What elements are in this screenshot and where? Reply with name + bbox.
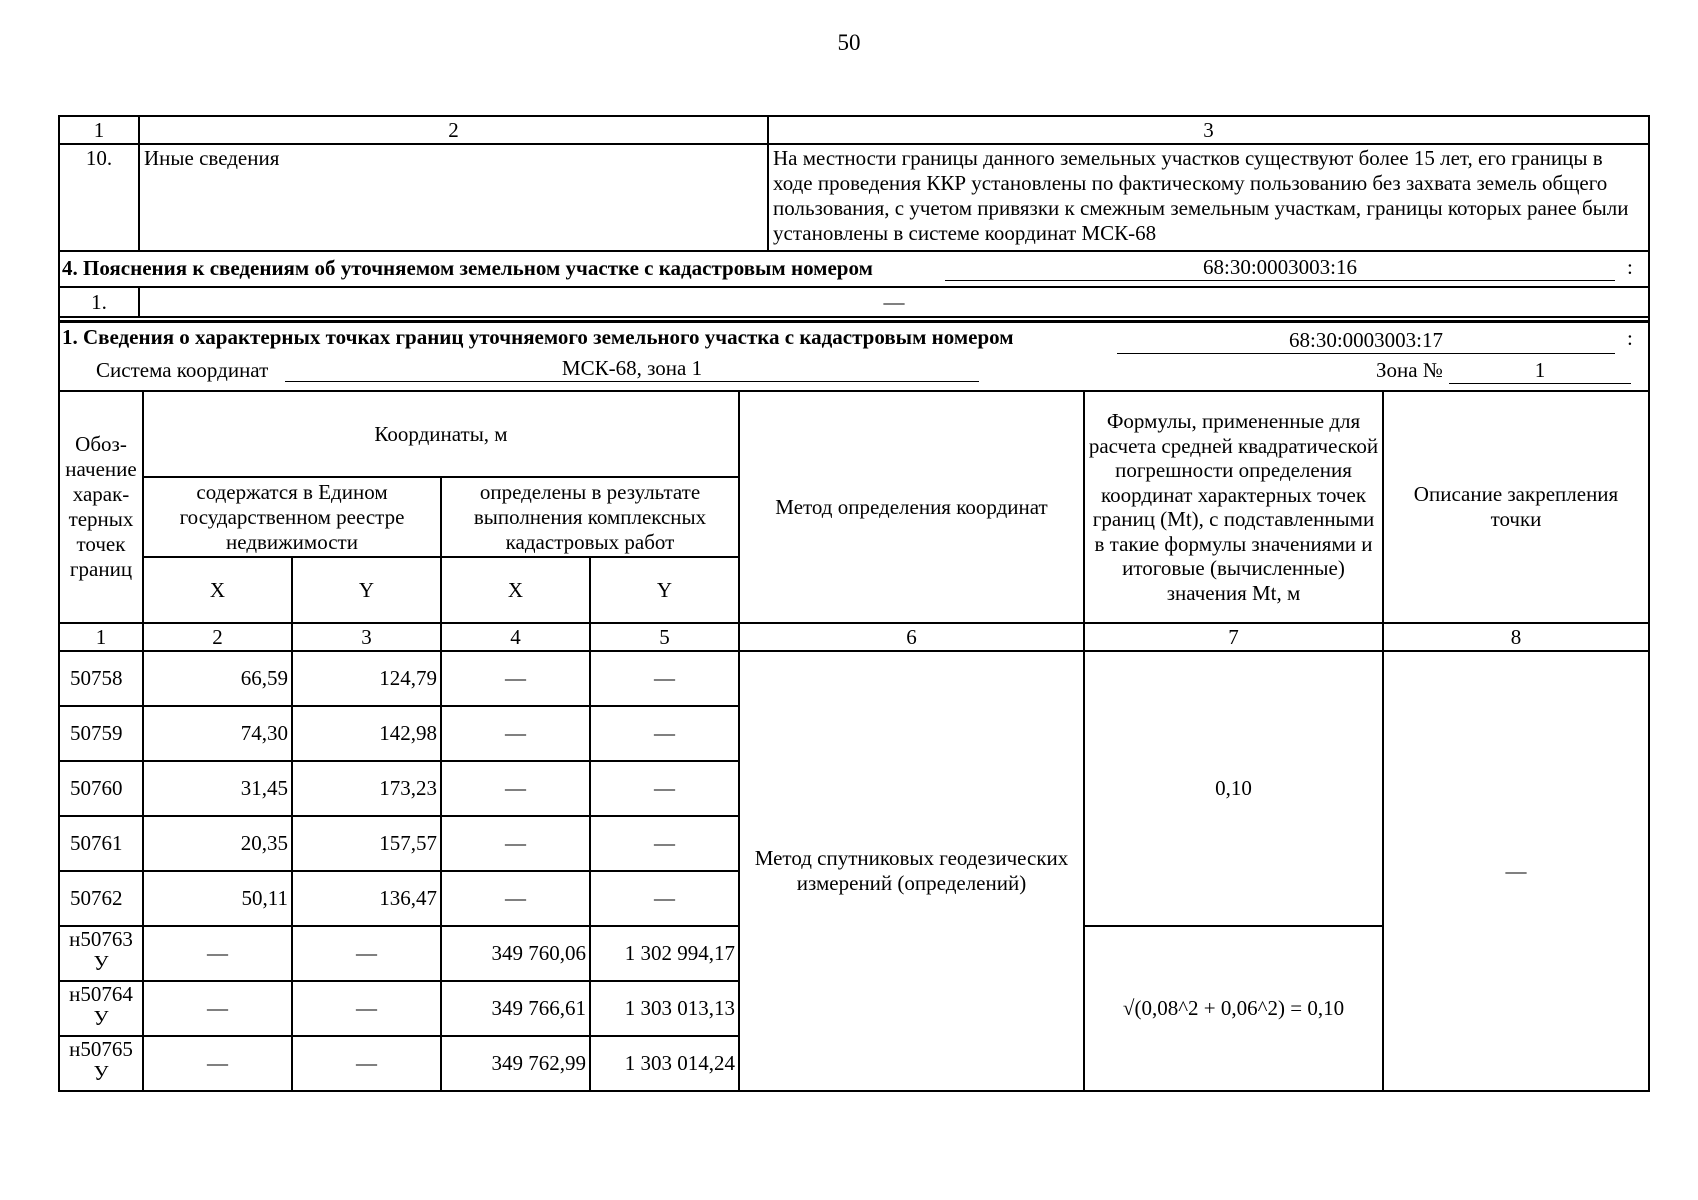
row-value: На местности границы данного земельных участков существуют более 15 лет, его границы в ходе проведения ККР установлены по фактическому пользованию без захвата земель общего пользования, с учетом привязки к смежным земельным участкам, границы которых ранее были установлены в системе координат МСК-68 [768, 144, 1649, 251]
x2-value: — [441, 651, 590, 706]
x1-value: — [143, 1036, 292, 1091]
y1-value: 142,98 [292, 706, 441, 761]
column-number: 3 [292, 623, 441, 651]
point-name: 50758 [59, 651, 143, 706]
x2-value: — [441, 761, 590, 816]
info-table [58, 115, 1650, 323]
y1-value: 136,47 [292, 871, 441, 926]
point-name: 50761 [59, 816, 143, 871]
y2-header: Y [590, 557, 739, 623]
method-value: Метод спутниковых геодезических измерений (определений) [739, 651, 1084, 1091]
point-name-text: н50763 У [69, 927, 133, 975]
point-name-text: н50765 У [69, 1037, 133, 1085]
x1-value: 74,30 [143, 706, 292, 761]
mt-value-group-2: √(0,08^2 + 0,06^2) = 0,10 [1084, 926, 1383, 1091]
coord-system-value: МСК-68, зона 1 [285, 356, 979, 382]
header-col-2: 2 [139, 116, 768, 144]
section-4-cadastral-number: 68:30:0003003:16 [945, 255, 1615, 281]
table-row [59, 651, 1649, 706]
fixing-value: — [1383, 651, 1649, 1091]
x1-value: — [143, 981, 292, 1036]
point-name: 50760 [59, 761, 143, 816]
coord-system-label: Система координат [96, 358, 269, 382]
y2-value: 1 303 014,24 [590, 1036, 739, 1091]
section-1-row [59, 321, 1649, 391]
point-name [59, 981, 143, 1036]
method-header: Метод определения координат [739, 391, 1084, 623]
point-name-text: н50764 У [69, 982, 133, 1030]
mt-value-group-1: 0,10 [1084, 651, 1383, 926]
x2-value: 349 762,99 [441, 1036, 590, 1091]
column-number: 6 [739, 623, 1084, 651]
x2-value: — [441, 816, 590, 871]
y1-value: — [292, 926, 441, 981]
column-number: 4 [441, 623, 590, 651]
point-name: 50762 [59, 871, 143, 926]
y2-value: — [590, 706, 739, 761]
designation-header-text: Обоз- начение харак- терных точек границ [65, 432, 137, 581]
info-table-header [59, 116, 1649, 144]
row-index: 1. [59, 287, 139, 317]
y1-value: 173,23 [292, 761, 441, 816]
y1-value: — [292, 1036, 441, 1091]
y1-header: Y [292, 557, 441, 623]
determined-header: определены в результате выполнения комплексных кадастровых работ [441, 477, 739, 557]
column-numbers-row [59, 623, 1649, 651]
x2-value: 349 760,06 [441, 926, 590, 981]
column-number: 8 [1383, 623, 1649, 651]
x2-value: — [441, 706, 590, 761]
column-number: 2 [143, 623, 292, 651]
y1-value: 124,79 [292, 651, 441, 706]
x2-value: 349 766,61 [441, 981, 590, 1036]
y2-value: — [590, 871, 739, 926]
row-value: — [139, 287, 1649, 317]
x1-header: X [143, 557, 292, 623]
designation-header [59, 391, 143, 623]
column-number: 5 [590, 623, 739, 651]
column-number: 7 [1084, 623, 1383, 651]
section-4-colon: : [1627, 255, 1633, 279]
coordinates-header: Координаты, м [143, 391, 739, 477]
x1-value: — [143, 926, 292, 981]
section-1-cadastral-number: 68:30:0003003:17 [1117, 328, 1615, 354]
section-4-row [59, 251, 1649, 287]
section-1-colon: : [1627, 326, 1633, 350]
y2-value: — [590, 816, 739, 871]
y2-value: — [590, 651, 739, 706]
formulas-header: Формулы, примененные для расчета средней квадратической погрешности определения координат характерных точек границ (Mt), с подставленными в такие формулы значениями и итоговые (вычисленные) значения Mt, м [1084, 391, 1383, 623]
x1-value: 66,59 [143, 651, 292, 706]
point-name: 50759 [59, 706, 143, 761]
column-header-row-1 [59, 391, 1649, 477]
point-name [59, 1036, 143, 1091]
zone-value: 1 [1449, 358, 1631, 384]
in-registry-header: содержатся в Едином государственном реестре недвижимости [143, 477, 441, 557]
page-number: 50 [837, 30, 861, 55]
x1-value: 20,35 [143, 816, 292, 871]
x2-value: — [441, 871, 590, 926]
x1-value: 50,11 [143, 871, 292, 926]
header-col-1: 1 [59, 116, 139, 144]
points-table [58, 320, 1650, 1092]
x2-header: X [441, 557, 590, 623]
section-4-row-1 [59, 287, 1649, 317]
row-label: Иные сведения [139, 144, 768, 251]
y1-value: — [292, 981, 441, 1036]
point-name [59, 926, 143, 981]
section-4-title: 4. Пояснения к сведениям об уточняемом земельном участке с кадастровым номером [62, 256, 873, 280]
fixing-header: Описание закрепления точки [1383, 391, 1649, 623]
section-1-title: 1. Сведения о характерных точках границ уточняемого земельного участка с кадастровым номером [62, 325, 1014, 349]
x1-value: 31,45 [143, 761, 292, 816]
row-other-info [59, 144, 1649, 251]
y2-value: — [590, 761, 739, 816]
y1-value: 157,57 [292, 816, 441, 871]
y2-value: 1 303 013,13 [590, 981, 739, 1036]
header-col-3: 3 [768, 116, 1649, 144]
y2-value: 1 302 994,17 [590, 926, 739, 981]
row-index: 10. [59, 144, 139, 251]
zone-label: Зона № [1376, 358, 1443, 382]
column-number: 1 [59, 623, 143, 651]
